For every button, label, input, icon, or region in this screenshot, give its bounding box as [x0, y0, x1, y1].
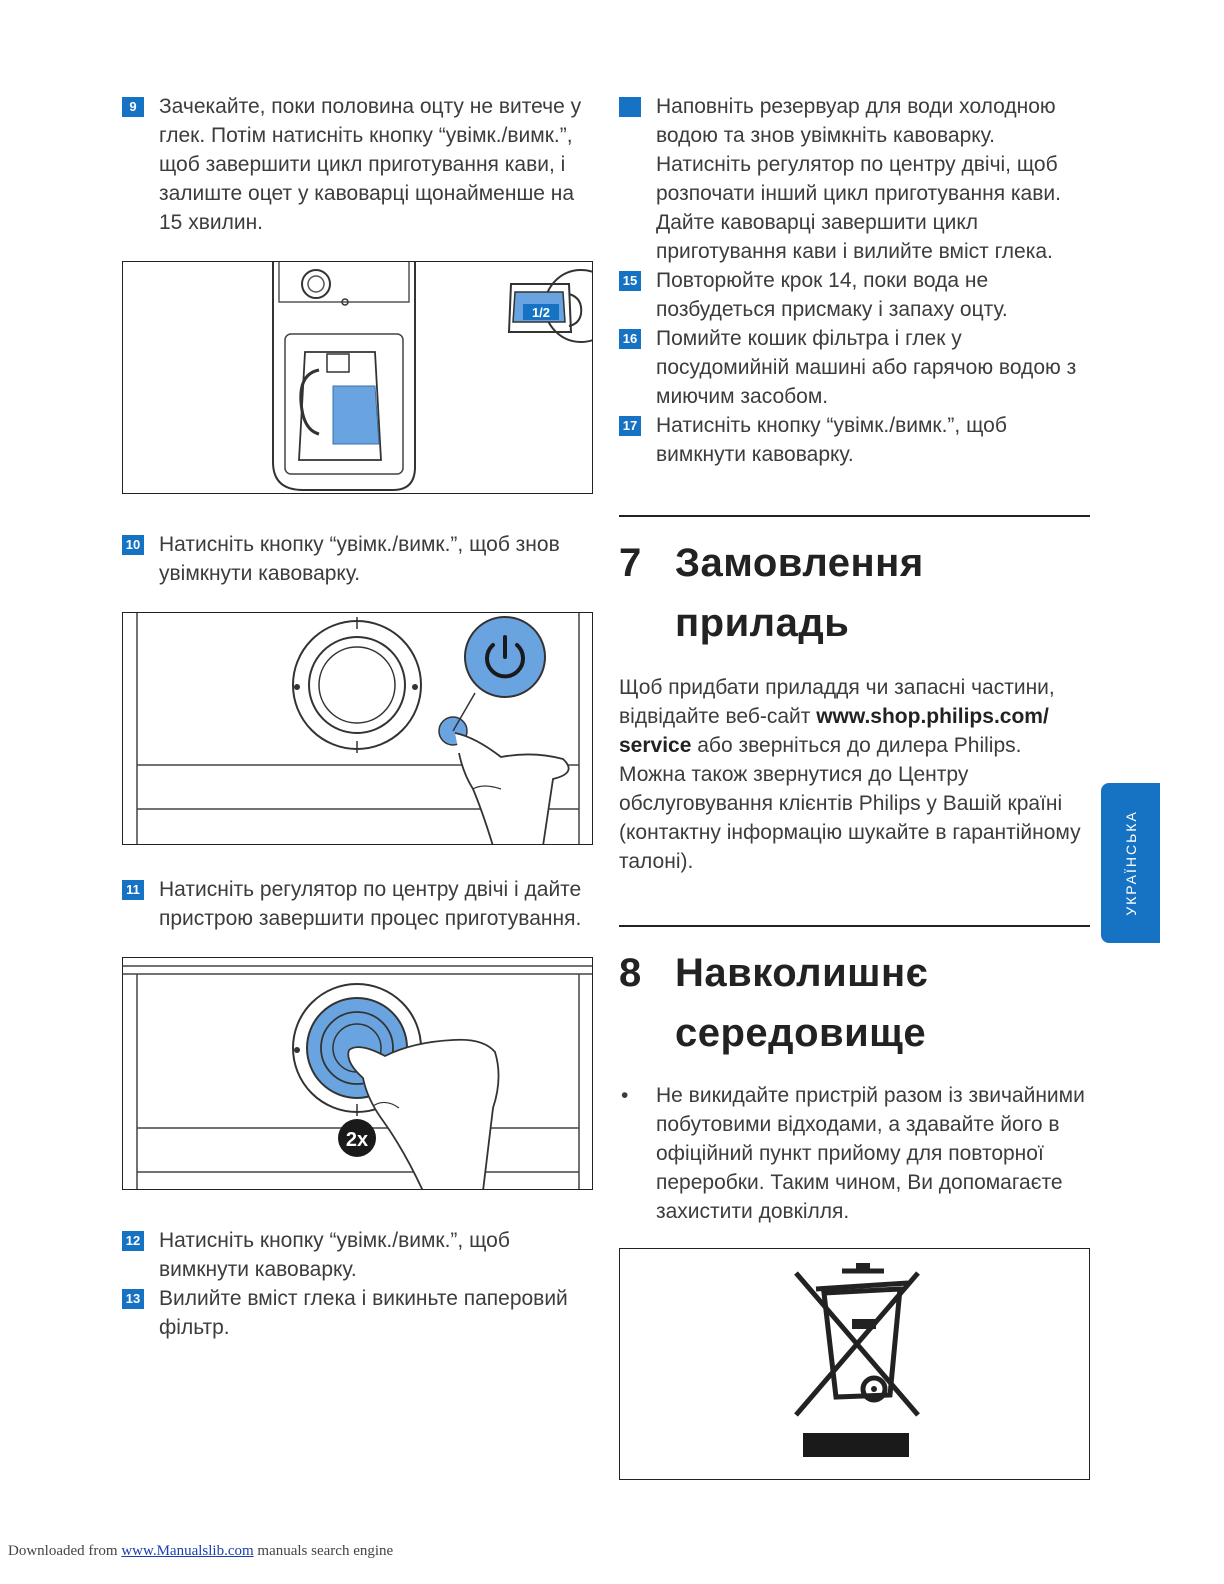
left-column: [122, 92, 594, 1342]
step-number: 10: [122, 535, 144, 555]
step-text: Натисніть регулятор по центру двічі і дайте пристрою завершити процес приготування.: [159, 878, 582, 930]
power-button-illustration: [123, 613, 593, 845]
step-text: Натисніть кнопку “увімк./вимк.”, щоб знов увімкнути кавоварку.: [159, 533, 560, 585]
step-9: [122, 92, 594, 237]
language-label: УКРАЇНСЬКА: [1122, 810, 1139, 916]
manualslib-link[interactable]: www.Manualslib.com: [121, 1543, 254, 1559]
step-text: Вилийте вміст глека і викиньте паперовий фільтр.: [159, 1287, 568, 1339]
step-10: [122, 530, 594, 588]
step-11: [122, 875, 594, 933]
section-title-line2: приладь: [675, 601, 850, 645]
step-text: Натисніть кнопку “увімк./вимк.”, щоб вимкнути кавоварку.: [656, 414, 1007, 466]
figure-carafe-half: [122, 261, 593, 494]
half-badge: 1/2: [531, 305, 551, 320]
figure-weee-symbol: [619, 1248, 1090, 1480]
paragraph-after: або зверніться до дилера Philips. Можна також звернутися до Центру обслуговування клієнтів Philips у Вашій країні (контактну інформацію шукайте в гарантійному талоні).: [619, 734, 1081, 873]
step-12: [122, 1226, 594, 1284]
twice-badge: 2x: [345, 1129, 369, 1151]
footer-suffix: manuals search engine: [257, 1543, 394, 1559]
step-text: Повторюйте крок 14, поки вода не позбудеться присмаку і запаху оцту.: [656, 269, 1008, 321]
environment-bullet: [619, 1081, 1091, 1226]
section-number: 8: [619, 951, 642, 995]
step-number: 15: [619, 271, 641, 291]
center-knob-illustration: [123, 958, 593, 1190]
step-16: [619, 324, 1091, 411]
section-7-heading: [619, 533, 1091, 653]
step-text: Помийте кошик фільтра і глек у посудомийній машині або гарячою водою з миючим засобом.: [656, 327, 1077, 408]
section-divider: [619, 515, 1090, 517]
section-7-text: [619, 673, 1091, 876]
section-number: 7: [619, 541, 642, 585]
language-side-tab: [1101, 783, 1160, 943]
section-divider: [619, 925, 1090, 927]
step-number: 11: [122, 880, 144, 900]
bullet-text: Не викидайте пристрій разом із звичайними побутовими відходами, а здавайте його в офіційний пункт прийому для повторної переробки. Таким чином, Ви допомагаєте захистити довкілля.: [656, 1084, 1085, 1223]
bullet-dot: •: [621, 1084, 629, 1107]
step-number: 16: [619, 329, 641, 349]
step-number: [619, 97, 641, 117]
step-text: Натисніть кнопку “увімк./вимк.”, щоб вимкнути кавоварку.: [159, 1229, 510, 1281]
step-15: [619, 266, 1091, 324]
crossed-bin-icon: [620, 1249, 1090, 1480]
step-17: [619, 411, 1091, 469]
step-14: [619, 92, 1091, 266]
footer-prefix: Downloaded from: [8, 1543, 118, 1559]
section-title-line2: середовище: [675, 1011, 927, 1055]
figure-power-button: [122, 612, 593, 845]
philips-shop-link[interactable]: www.shop.philips.com/ service: [619, 705, 1049, 757]
step-text: Зачекайте, поки половина оцту не витече у глек. Потім натисніть кнопку “увімк./вимк.”, щоб завершити цикл приготування кави, і залиште оцет у кавоварці щонайменше на 15 хвилин.: [159, 95, 582, 234]
step-13: [122, 1284, 594, 1342]
section-title-line1: Замовлення: [675, 541, 924, 585]
step-number: 12: [122, 1231, 144, 1251]
paragraph-before: Щоб придбати приладдя чи запасні частини, відвідайте веб-сайт: [619, 676, 1055, 728]
section-title-line1: Навколишнє: [675, 951, 929, 995]
step-number: 9: [122, 97, 144, 117]
section-8-heading: [619, 943, 1091, 1063]
footer: [8, 1543, 393, 1560]
right-column: [619, 92, 1091, 1480]
step-number: 13: [122, 1289, 144, 1309]
coffee-maker-illustration: [123, 262, 593, 494]
figure-center-knob: [122, 957, 593, 1190]
step-number: 17: [619, 416, 641, 436]
step-text: Наповніть резервуар для води холодною водою та знов увімкніть кавоварку. Натисніть регулятор по центру двічі, щоб розпочати інший цикл приготування кави. Дайте кавоварці завершити цикл приготування кави і вилийте вміст глека.: [656, 95, 1061, 263]
